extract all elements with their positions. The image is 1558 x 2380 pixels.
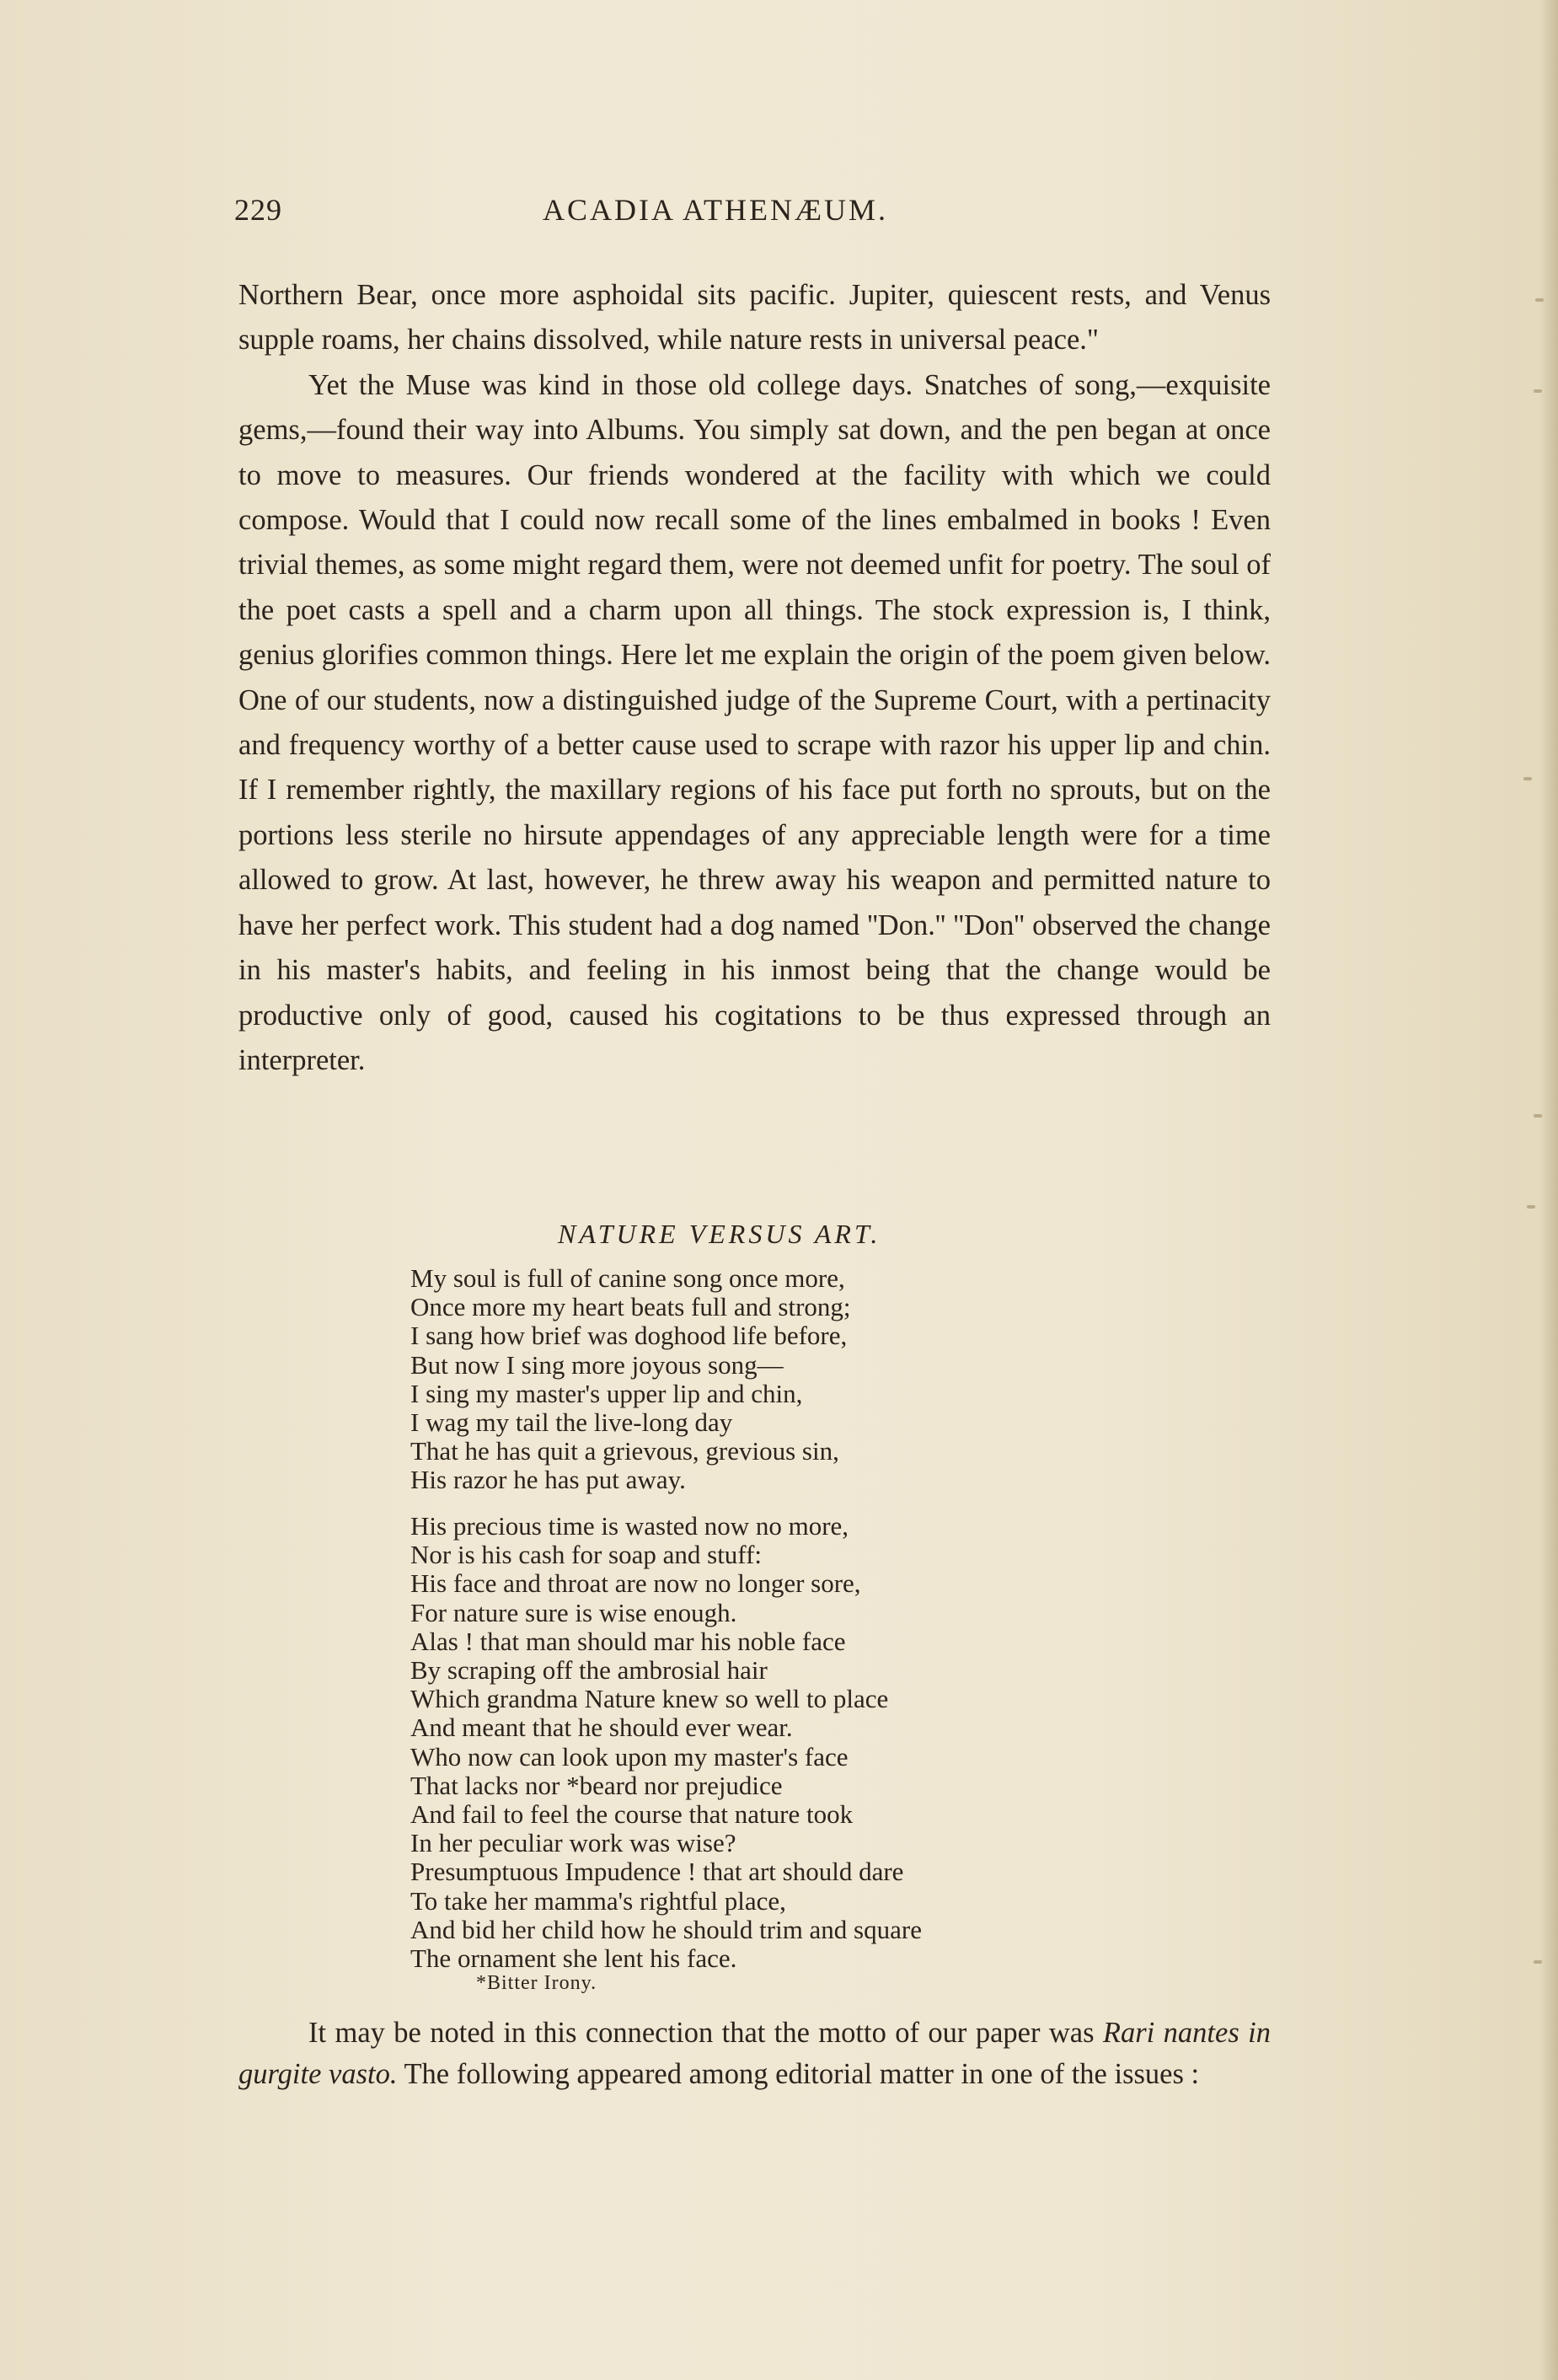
margin-speck — [1527, 1205, 1535, 1209]
margin-speck — [1534, 1114, 1542, 1118]
paragraph-motto — [238, 2013, 1271, 2095]
poem-line: In her peculiar work was wise? — [410, 1828, 736, 1858]
poem-line: That lacks nor *beard nor prejudice — [410, 1770, 783, 1800]
poem-line: Once more my heart beats full and strong; — [410, 1292, 851, 1322]
poem-line: Presumptuous Impudence ! that art should dare — [410, 1857, 904, 1887]
body-text — [238, 273, 1271, 1083]
motto-latin: Rari nantes in gurgite vasto. — [238, 2017, 1271, 2090]
margin-speck — [1535, 298, 1544, 302]
page-edge-shadow — [1539, 0, 1558, 2380]
poem-line: But now I sing more joyous song— — [410, 1349, 784, 1380]
poem-line: To take her mamma's rightful place, — [410, 1885, 786, 1916]
poem-line: His precious time is wasted now no more, — [410, 1511, 849, 1541]
poem-line: My soul is full of canine song once more, — [410, 1263, 845, 1293]
margin-speck — [1534, 1960, 1542, 1964]
page-number: 229 — [234, 193, 282, 227]
poem-line: His razor he has put away. — [410, 1465, 686, 1495]
poem-line: Nor is his cash for soap and stuff: — [410, 1540, 763, 1570]
poem-line: And fail to feel the course that nature took — [410, 1799, 854, 1830]
poem-line: For nature sure is wise enough. — [410, 1597, 737, 1627]
poem-line: The ornament she lent his face. — [410, 1943, 737, 1974]
poem-line: And bid her child how he should trim and square — [410, 1914, 922, 1944]
motto-trailing-text: The following appeared among editorial matter in one of the issues : — [397, 2058, 1200, 2090]
poem-line: Who now can look upon my master's face — [410, 1741, 849, 1772]
running-title: ACADIA ATHENÆUM. — [543, 193, 889, 227]
poem-stanza-2 — [410, 1512, 1169, 1973]
poem-line: Which grandma Nature knew so well to place — [410, 1684, 889, 1714]
closing-paragraph — [238, 2013, 1271, 2095]
poem-line: I sing my master's upper lip and chin, — [410, 1378, 803, 1408]
poem-line: By scraping off the ambrosial hair — [410, 1655, 768, 1686]
paragraph-continued: Northern Bear, once more asphoidal sits pacific. Jupiter, quiescent rests, and Venus supple roams, her chains dissolved, while nature rests in universal peace." — [238, 279, 1271, 356]
poem-line: I wag my tail the live-long day — [410, 1407, 733, 1438]
poem-line: His face and throat are now no longer sore, — [410, 1568, 861, 1599]
poem-line: That he has quit a grievous, grevious sin, — [410, 1436, 839, 1466]
poem-title: NATURE VERSUS ART. — [558, 1219, 881, 1249]
poem-line: And meant that he should ever wear. — [410, 1713, 793, 1743]
page-header — [234, 192, 1271, 234]
motto-lead-text: It may be noted in this connection that the motto of our paper was — [308, 2017, 1103, 2049]
poem-line: I sang how brief was doghood life before, — [410, 1321, 848, 1351]
poem-line: Alas ! that man should mar his noble face — [410, 1626, 846, 1656]
footnote: *Bitter Irony. — [476, 1972, 597, 1994]
margin-speck — [1523, 777, 1532, 780]
margin-speck — [1534, 389, 1542, 393]
paragraph-muse: Yet the Muse was kind in those old college days. Snatches of song,—exquisite gems,—found their way into Albums. You simply sat down, and the pen began at once to move to measures. Our friends wondered at the facility with which we could compose. Would that I could now recall some of the lines embalmed in books ! Even trivial themes, as some might regard them, were not deemed unfit for poetry. The soul of the poet casts a spell and a charm upon all things. The stock expression is, I think, genius glorifies common things. Here let me explain the origin of the poem given below. One of our students, now a distinguished judge of the Supreme Court, with a pertinacity and frequency worthy of a better cause used to scrape with razor his upper lip and chin. If I remember rightly, the maxillary regions of his face put forth no sprouts, but on the portions less sterile no hirsute appendages of any appreciable length were for a time allowed to grow. At last, however, he threw away his weapon and permitted nature to have her perfect work. This student had a dog named ''Don.'' ''Don'' observed the change in his master's habits, and feeling in his inmost being that the change would be productive only of good, caused his cogitations to be thus expressed through an interpreter. — [238, 368, 1271, 1076]
poem-stanza-1 — [410, 1264, 1169, 1495]
